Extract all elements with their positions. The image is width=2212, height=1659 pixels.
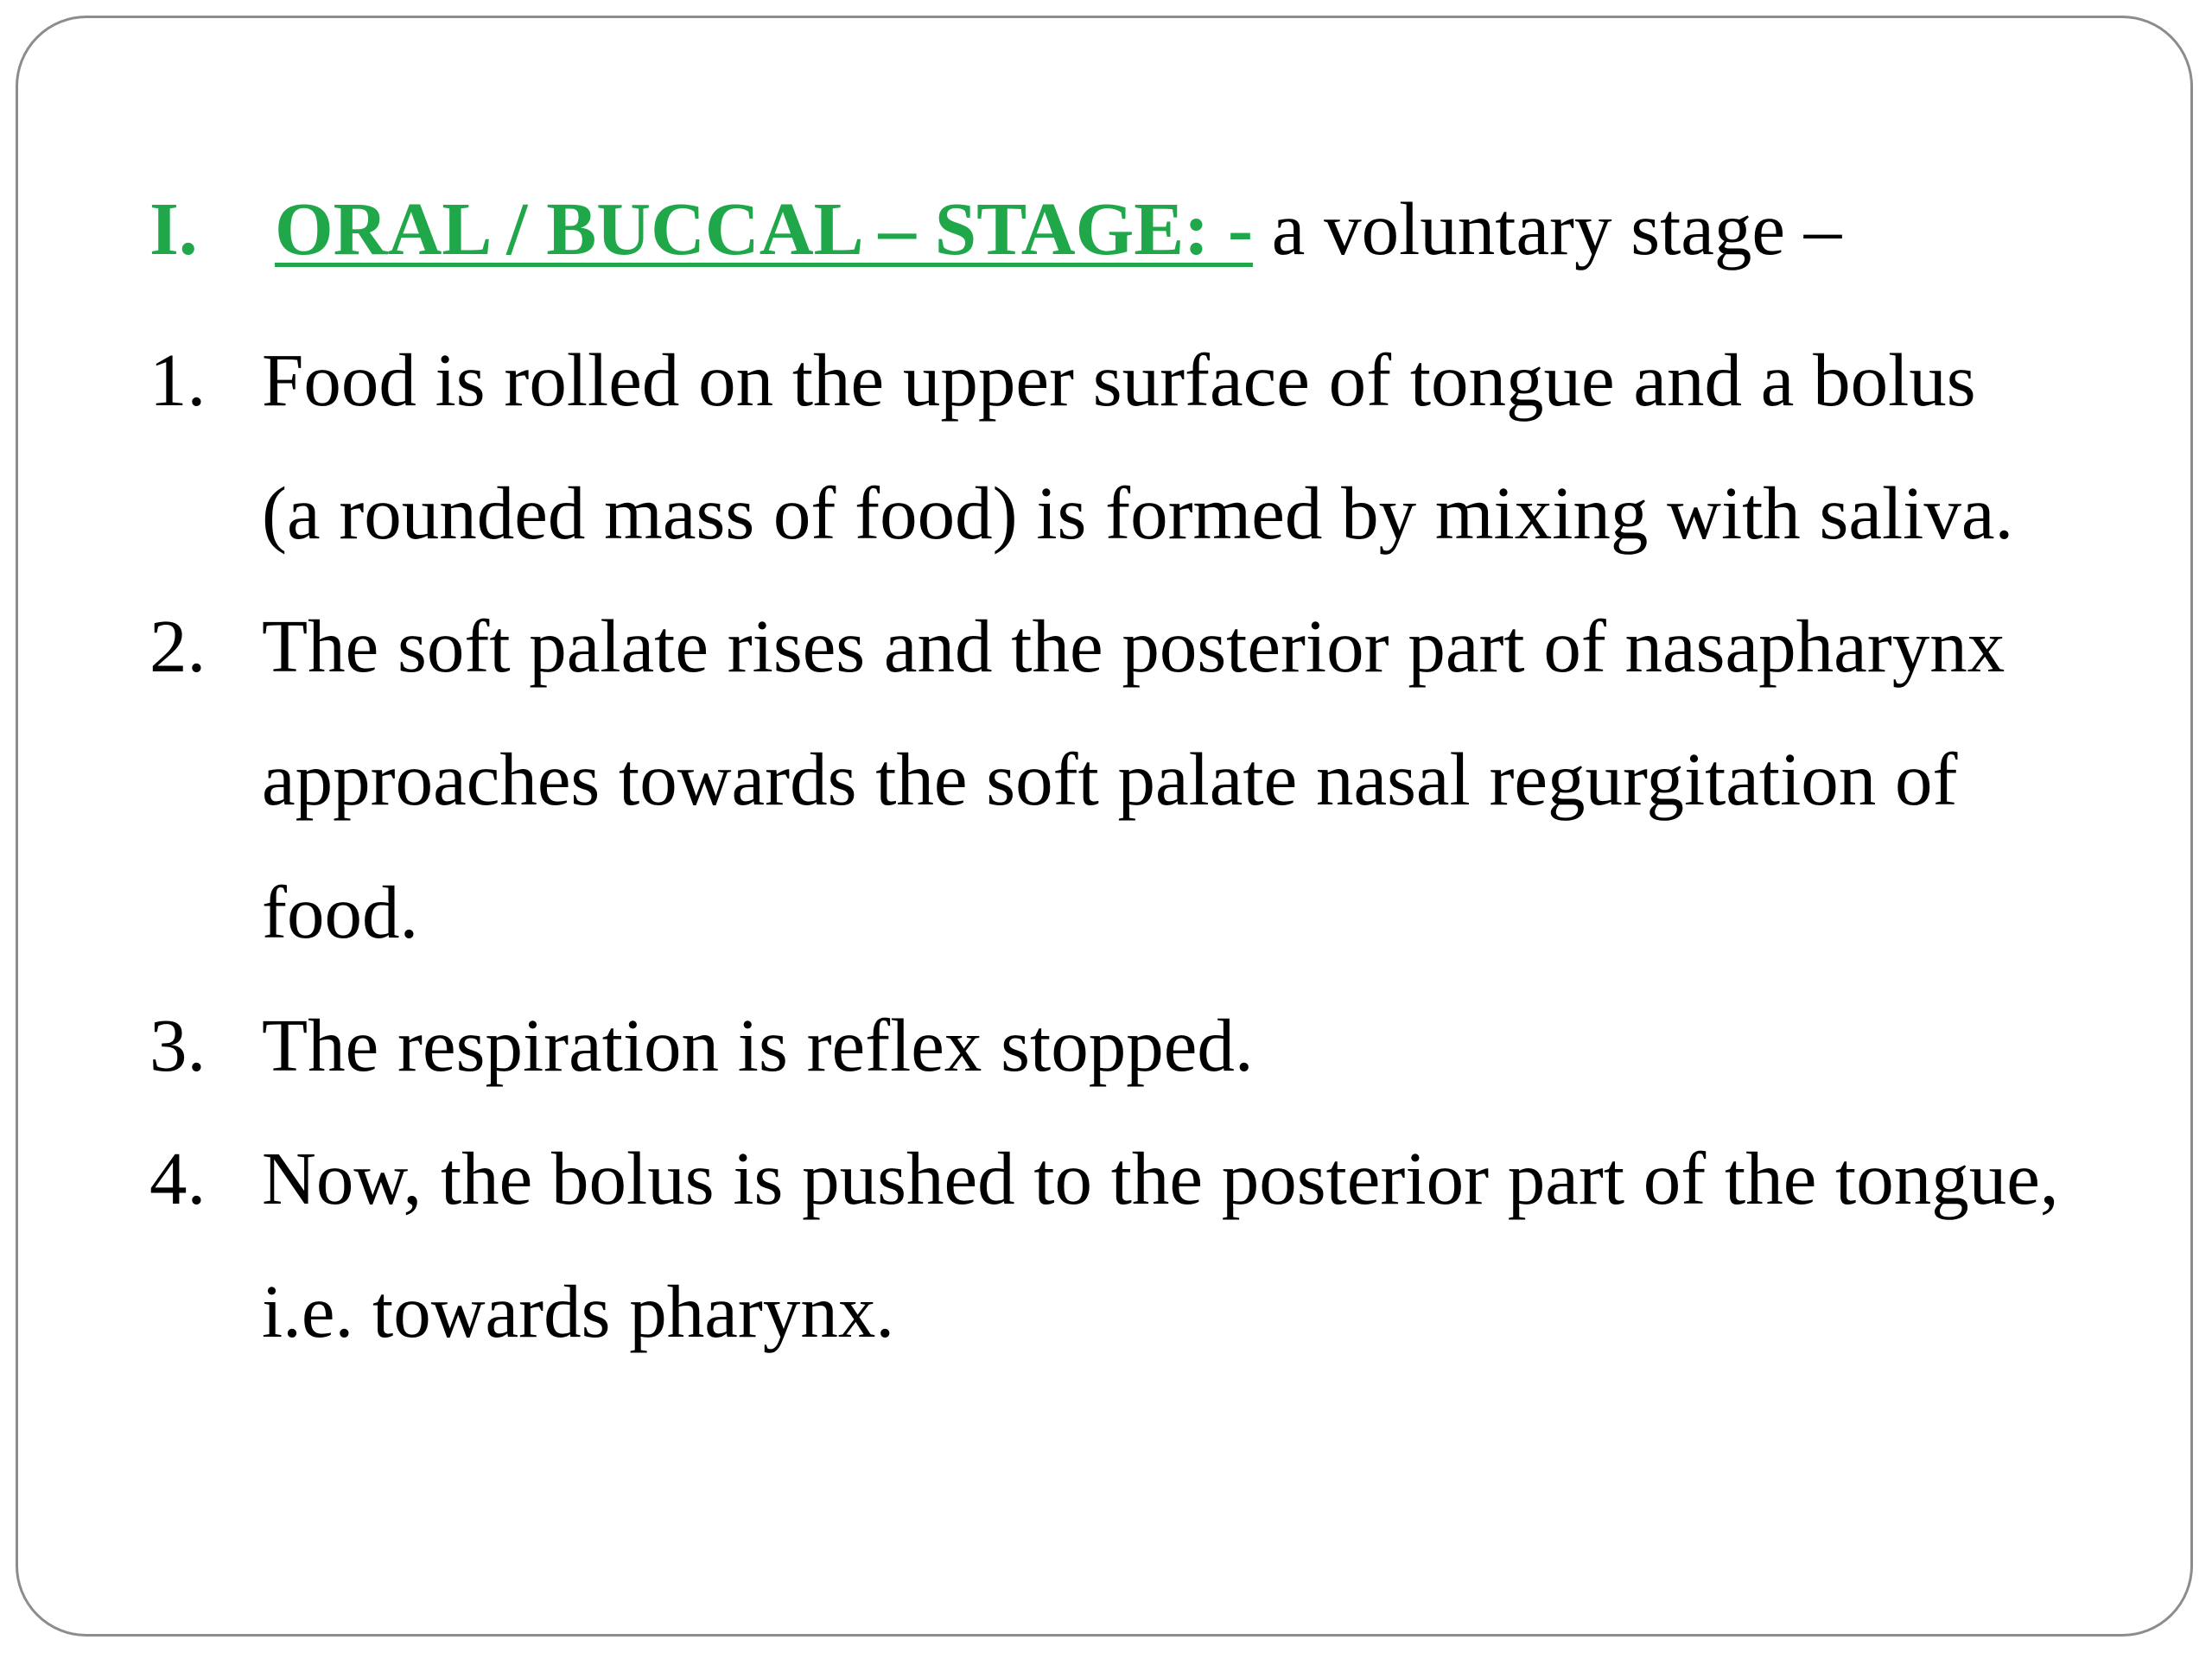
list-item-line: approaches towards the soft palate nasal regurgitation of bbox=[262, 737, 1958, 821]
slide-frame bbox=[16, 16, 2193, 1637]
list-item-line: food. bbox=[262, 870, 419, 954]
list-item-2 bbox=[149, 580, 2050, 979]
list-item-line: Food is rolled on the upper surface of tongue and a bolus bbox=[262, 338, 1976, 422]
list-item-4 bbox=[149, 1112, 2059, 1378]
section-heading bbox=[149, 181, 2137, 314]
heading-description: a voluntary stage – bbox=[1252, 187, 1842, 270]
list-item-number: 3. bbox=[149, 1003, 207, 1087]
list-item-line: Now, the bolus is pushed to the posterior part of the tongue, bbox=[262, 1136, 2059, 1220]
list-item-line: The soft palate rises and the posterior part of nasapharynx bbox=[262, 604, 2005, 688]
list-item-number: 2. bbox=[149, 604, 207, 688]
list-item-3 bbox=[149, 979, 2050, 1112]
slide-content bbox=[149, 181, 2137, 1378]
heading-roman-numeral: I. bbox=[149, 187, 198, 270]
list-item-line: (a rounded mass of food) is formed by mixing with saliva. bbox=[262, 471, 2014, 555]
list-item-1 bbox=[149, 314, 2050, 580]
list-item-line: The respiration is reflex stopped. bbox=[262, 1003, 1254, 1087]
list-item-number: 4. bbox=[149, 1136, 207, 1220]
heading-text bbox=[275, 181, 1841, 277]
list-item-number: 1. bbox=[149, 338, 207, 422]
heading-title: ORAL / BUCCAL – STAGE: - bbox=[275, 187, 1253, 270]
list-item-line: i.e. towards pharynx. bbox=[262, 1269, 895, 1353]
